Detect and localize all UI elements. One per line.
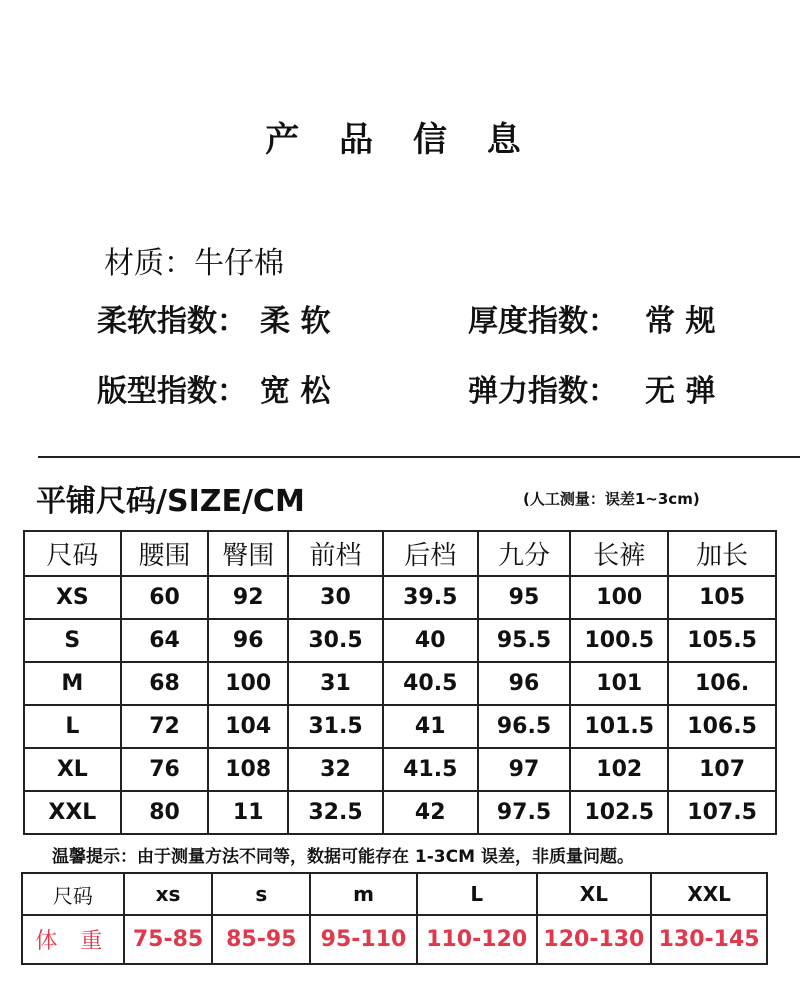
table-cell: S <box>24 619 121 662</box>
header-cell: 九分 <box>478 531 571 576</box>
table-cell: 31.5 <box>288 705 383 748</box>
table-cell: 95 <box>478 576 571 619</box>
table-cell: 11 <box>208 791 288 834</box>
table-cell: 40 <box>383 619 478 662</box>
table-cell: 97.5 <box>478 791 571 834</box>
table-cell: 68 <box>121 662 209 705</box>
table-cell: 80 <box>121 791 209 834</box>
table-cell: 100 <box>570 576 668 619</box>
table-cell: 32.5 <box>288 791 383 834</box>
table-cell: XXL <box>24 791 121 834</box>
table-cell: 64 <box>121 619 209 662</box>
table-cell: 105 <box>668 576 776 619</box>
table-row <box>24 662 776 705</box>
table-row <box>24 748 776 791</box>
table-cell: 108 <box>208 748 288 791</box>
table-cell: 92 <box>208 576 288 619</box>
table-cell: XL <box>24 748 121 791</box>
thickness-value: 常 规 <box>645 304 716 339</box>
table-cell: 101 <box>570 662 668 705</box>
weight-cell: 75-85 <box>124 915 213 964</box>
header-cell: L <box>417 873 537 915</box>
table-cell: 96.5 <box>478 705 571 748</box>
table-cell: 102 <box>570 748 668 791</box>
table-cell: M <box>24 662 121 705</box>
header-cell: 前档 <box>288 531 383 576</box>
header-cell: 腰围 <box>121 531 209 576</box>
header-cell: m <box>310 873 417 915</box>
page-title: 产 品 信 息 <box>265 120 535 160</box>
table-cell: 97 <box>478 748 571 791</box>
weight-table <box>21 872 768 965</box>
header-cell: 尺码 <box>24 531 121 576</box>
table-cell: 32 <box>288 748 383 791</box>
size-section-title: 平铺尺码/SIZE/CM <box>36 484 305 519</box>
table-cell: L <box>24 705 121 748</box>
table-cell: 96 <box>208 619 288 662</box>
table-row <box>24 791 776 834</box>
table-cell: 106.5 <box>668 705 776 748</box>
table-cell: 100.5 <box>570 619 668 662</box>
table-cell: 31 <box>288 662 383 705</box>
weight-cell: 85-95 <box>212 915 310 964</box>
header-cell: s <box>212 873 310 915</box>
weight-cell: 130-145 <box>651 915 767 964</box>
table-cell: 76 <box>121 748 209 791</box>
weight-cell: 120-130 <box>537 915 652 964</box>
table-cell: XS <box>24 576 121 619</box>
measure-note: (人工测量：误差1~3cm) <box>523 490 700 508</box>
table-cell: 106. <box>668 662 776 705</box>
header-cell: xs <box>124 873 213 915</box>
table-cell: 101.5 <box>570 705 668 748</box>
table-cell: 107 <box>668 748 776 791</box>
thickness-label: 厚度指数： <box>468 304 618 339</box>
table-cell: 96 <box>478 662 571 705</box>
weight-cell: 95-110 <box>310 915 417 964</box>
table-cell: 72 <box>121 705 209 748</box>
size-table-header <box>24 531 776 576</box>
header-cell: 后档 <box>383 531 478 576</box>
table-cell: 39.5 <box>383 576 478 619</box>
size-table <box>23 530 777 835</box>
weight-table-header <box>22 873 767 915</box>
header-cell: 臀围 <box>208 531 288 576</box>
section-divider <box>38 456 800 458</box>
table-cell: 95.5 <box>478 619 571 662</box>
fit-label: 版型指数： <box>97 374 247 409</box>
table-cell: 41 <box>383 705 478 748</box>
elasticity-label: 弹力指数： <box>468 374 618 409</box>
softness-label: 柔软指数： <box>97 304 247 339</box>
table-cell: 107.5 <box>668 791 776 834</box>
weight-label-cell: 体 重 <box>22 915 124 964</box>
header-cell: XXL <box>651 873 767 915</box>
measurement-tip: 温馨提示：由于测量方法不同等，数据可能存在 1-3CM 误差，非质量问题。 <box>52 847 634 867</box>
table-cell: 105.5 <box>668 619 776 662</box>
weight-cell: 110-120 <box>417 915 537 964</box>
table-cell: 102.5 <box>570 791 668 834</box>
table-row <box>24 705 776 748</box>
fit-value: 宽 松 <box>260 374 331 409</box>
table-cell: 60 <box>121 576 209 619</box>
table-row <box>24 619 776 662</box>
table-cell: 41.5 <box>383 748 478 791</box>
header-cell: XL <box>537 873 652 915</box>
header-cell: 加长 <box>668 531 776 576</box>
table-cell: 40.5 <box>383 662 478 705</box>
table-cell: 100 <box>208 662 288 705</box>
table-row <box>24 576 776 619</box>
table-cell: 30.5 <box>288 619 383 662</box>
weight-row <box>22 915 767 964</box>
table-cell: 104 <box>208 705 288 748</box>
elasticity-value: 无 弹 <box>645 374 716 409</box>
header-cell: 尺码 <box>22 873 124 915</box>
table-cell: 30 <box>288 576 383 619</box>
material-spec: 材质：牛仔棉 <box>104 246 284 281</box>
softness-value: 柔 软 <box>260 304 331 339</box>
table-cell: 42 <box>383 791 478 834</box>
header-cell: 长裤 <box>570 531 668 576</box>
